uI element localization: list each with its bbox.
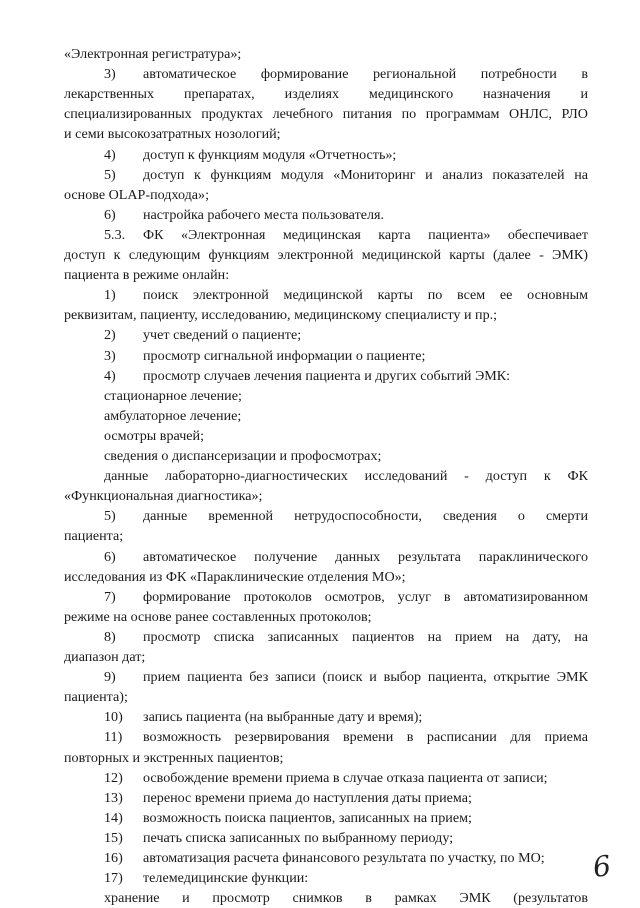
page-number: 6 (590, 848, 613, 885)
text-line: доступ к функциям модуля «Отчетность»; (143, 146, 397, 163)
text-line: стационарное лечение; (104, 387, 242, 404)
list-number: 1) (104, 287, 116, 304)
list-number: 3) (104, 347, 116, 364)
text-line: печать списка записанных по выбранному периоду; (143, 829, 454, 846)
text-line: сведения о диспансеризации и профосмотрах; (104, 448, 382, 464)
list-number: 10) (104, 709, 123, 726)
list-number: 11) (104, 729, 123, 746)
text-line: доступ к следующим функциям электронной медицинской карты (далее - ЭМК) (64, 247, 588, 263)
list-number: 13) (104, 789, 123, 806)
list-number: 7) (104, 588, 116, 605)
text-line: повторных и экстренных пациентов; (64, 749, 284, 766)
list-number: 5) (104, 166, 116, 183)
text-line: формирование протоколов осмотров, услуг в автоматизированном (143, 588, 588, 605)
list-number: 15) (104, 829, 123, 846)
text-line: реквизитам, пациенту, исследованию, медицинскому специалисту и пр.; (64, 307, 498, 324)
text-line: «Функциональная диагностика»; (64, 488, 263, 505)
list-number: 16) (104, 850, 123, 866)
text-line: данные временной нетрудоспособности, сведения о смерти (143, 508, 588, 525)
list-number: 17) (104, 870, 123, 887)
list-number: 4) (104, 367, 116, 384)
text-line: настройка рабочего места пользователя. (143, 206, 385, 223)
list-number: 2) (104, 327, 116, 344)
list-number: 5.3. (104, 226, 126, 243)
text-line: данные лабораторно-диагностических исследований - доступ к ФК (104, 468, 588, 485)
text-line: диапазон дат; (64, 649, 146, 665)
list-number: 8) (104, 628, 116, 645)
text-line: режиме на основе ранее составленных протоколов; (64, 608, 372, 625)
list-number: 12) (104, 769, 123, 786)
text-line: автоматическое получение данных результата параклинического (143, 548, 588, 565)
text-line: основе OLAP-подхода»; (64, 186, 209, 203)
text-line: пациента; (64, 528, 124, 545)
text-line: возможность резервирования времени в расписании для приема (143, 729, 588, 746)
text-line: пациента в режиме онлайн: (64, 267, 230, 284)
list-number: 9) (104, 669, 116, 686)
list-number: 6) (104, 548, 116, 565)
text-line: доступ к функциям модуля «Мониторинг и анализ показателей на (143, 166, 588, 183)
text-line: перенос времени приема до наступления даты приема; (143, 789, 472, 806)
list-number: 3) (104, 66, 116, 83)
list-number: 4) (104, 146, 116, 163)
text-line: осмотры врачей; (104, 427, 204, 444)
text-line: специализированных продуктах лечебного питания по программам ОНЛС, РЛО (64, 106, 588, 123)
list-number: 6) (104, 206, 116, 223)
text-line: автоматическое формирование региональной потребности в (143, 66, 588, 83)
text-line: исследования из ФК «Параклинические отделения МО»; (64, 568, 406, 585)
text-line: просмотр списка записанных пациентов на прием на дату, на (143, 628, 588, 645)
text-line: пациента); (64, 689, 128, 706)
text-line: автоматизация расчета финансового результата по участку, по МО; (143, 850, 545, 866)
text-line: поиск электронной медицинской карты по всем ее основным (143, 287, 588, 304)
text-line: «Электронная регистратура»; (64, 46, 242, 62)
text-line: учет сведений о пациенте; (143, 327, 302, 344)
text-line: просмотр случаев лечения пациента и других событий ЭМК: (143, 367, 511, 384)
text-line: возможность поиска пациентов, записанных на прием; (143, 809, 472, 826)
text-line: запись пациента (на выбранные дату и время); (143, 709, 423, 726)
list-number: 5) (104, 508, 116, 525)
list-number: 14) (104, 809, 123, 826)
text-line: ФК «Электронная медицинская карта пациента» обеспечивает (143, 226, 588, 243)
text-line: прием пациента без записи (поиск и выбор пациента, открытие ЭМК (143, 669, 588, 686)
text-line: и семи высокозатратных нозологий; (64, 126, 281, 143)
text-line: хранение и просмотр снимков в рамках ЭМК (результатов (104, 890, 588, 907)
text-line: амбулаторное лечение; (104, 407, 242, 424)
text-line: освобождение времени приема в случае отказа пациента от записи; (143, 769, 548, 786)
text-line: телемедицинские функции: (143, 870, 309, 887)
text-line: просмотр сигнальной информации о пациенте; (143, 347, 426, 364)
text-line: лекарственных препаратах, изделиях медицинского назначения и (64, 86, 588, 103)
